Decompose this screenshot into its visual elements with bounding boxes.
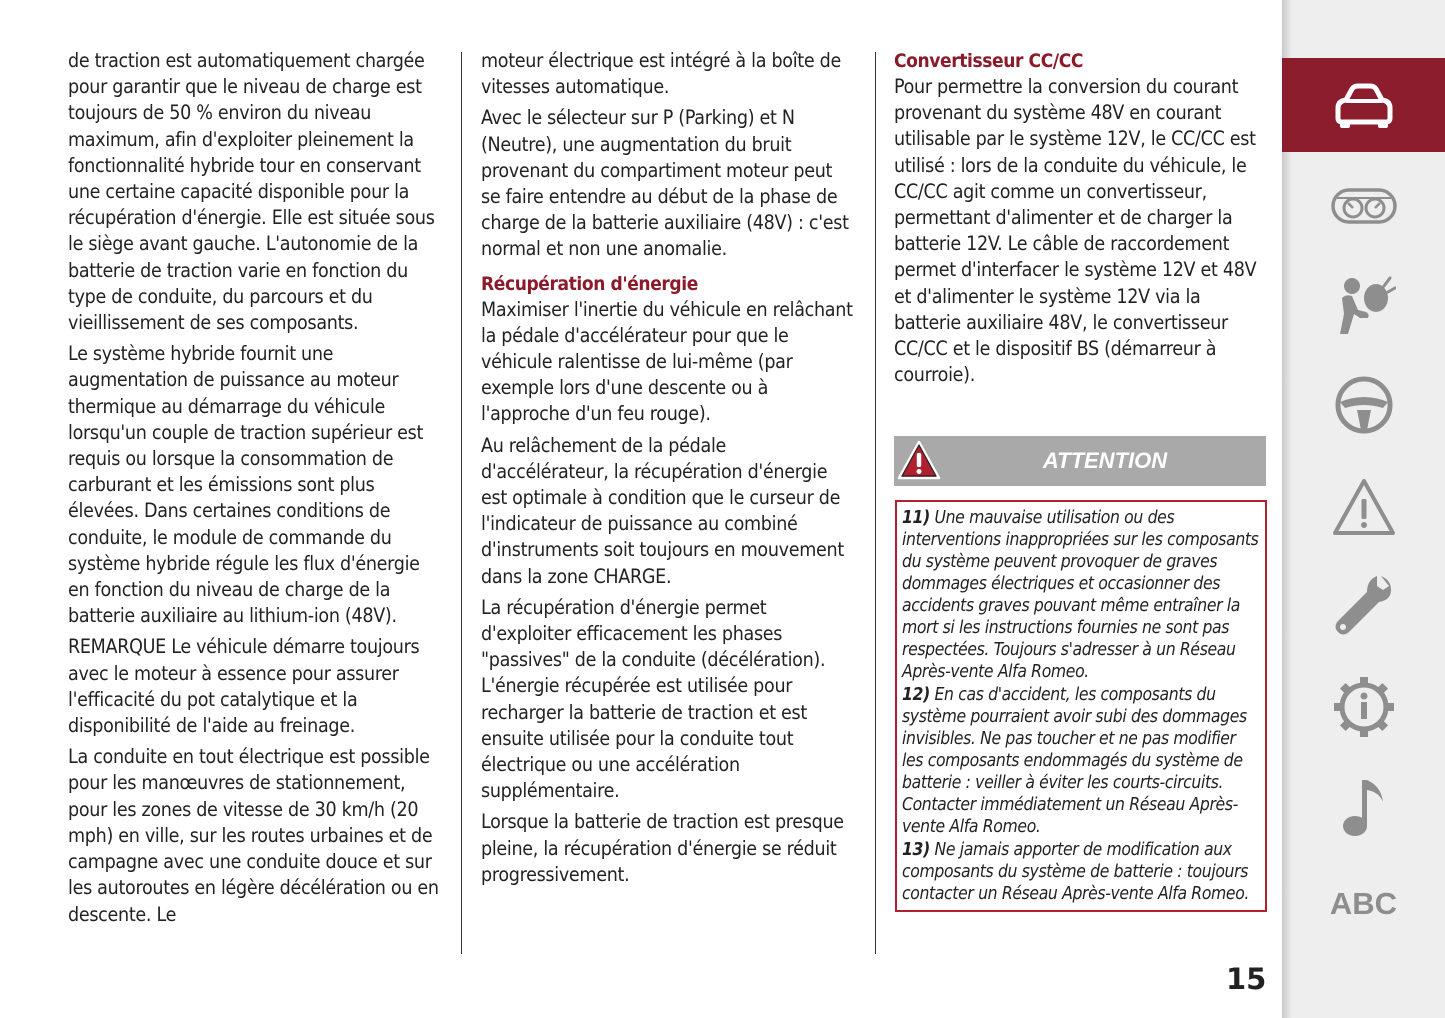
paragraph: La récupération d'énergie permet d'exploiter efficacement les phases "passives" de la conduite (décélération). L'énergie récupérée est utilisée pour recharger la batterie de traction et est ensuite utilisée pour la conduite tout électrique ou une accélération supplémentaire.: [481, 595, 826, 803]
sidebar-item-index[interactable]: ABC: [1329, 886, 1398, 921]
paragraph: Lorsque la batterie de traction est presque pleine, la récupération d'énergie se réduit progressivement.: [481, 810, 844, 886]
page-number: 15: [1226, 962, 1267, 996]
airbag-passenger-icon: [1332, 274, 1396, 336]
music-note-icon: [1339, 776, 1389, 838]
sidebar-item-driving[interactable]: [1282, 370, 1445, 440]
paragraph: moteur électrique est intégré à la boîte de vitesses automatique.: [481, 49, 841, 99]
sidebar-item-emergency[interactable]: [1282, 472, 1445, 542]
sidebar-item-car[interactable]: [1282, 58, 1445, 152]
section-heading-energy-recovery: Récupération d'énergie: [481, 272, 698, 295]
car-icon: [1332, 80, 1396, 130]
sidebar-item-instruments[interactable]: [1282, 174, 1445, 238]
sidebar-item-technical-data[interactable]: [1282, 672, 1445, 742]
attention-label: ATTENTION: [1042, 448, 1168, 473]
warning-number: 12): [902, 685, 930, 705]
warning-number: 13): [902, 840, 930, 860]
warning-item: [902, 684, 1260, 838]
warning-item: [902, 839, 1260, 905]
warning-text: Une mauvaise utilisation ou des interventions inappropriées sur les composants du système peuvent provoquer de graves dommages électriques et occasionner des accidents graves pouvant même entraîner la mort si les instructions fournies ne sont pas respectées. Toujours s'adresser à un Réseau Après-vente Alfa Romeo.: [902, 508, 1259, 682]
paragraph: La conduite en tout électrique est possible pour les manœuvres de stationnement, pour les zones de vitesse de 30 km/h (20 mph) en ville, sur les routes urbaines et de campagne avec une conduite douce et sur les autoroutes en légère décélération ou en descente. Le: [68, 745, 439, 926]
paragraph: Au relâchement de la pédale d'accélérateur, la récupération d'énergie est optimale à condition que le curseur de l'indicateur de puissance au combiné d'instruments soit toujours en mouvement dans la zone CHARGE.: [481, 433, 844, 588]
warning-box: [895, 500, 1267, 912]
sidebar-item-multimedia[interactable]: [1282, 772, 1445, 842]
warning-number: 11): [902, 508, 930, 528]
instrument-cluster-icon: [1331, 186, 1397, 226]
warning-triangle-icon: [894, 436, 944, 486]
warning-item: [902, 507, 1260, 683]
warning-text: En cas d'accident, les composants du système pourraient avoir subi des dommages invisibles. Ne pas toucher et ne pas modifier les composants endommagés du système de batterie : veiller à éviter les courts-circuits. Contacter immédiatement un Réseau Après-vente Alfa Romeo.: [902, 685, 1247, 837]
sidebar-item-maintenance[interactable]: [1282, 570, 1445, 640]
warning-triangle-icon: [1332, 477, 1396, 537]
paragraph: Pour permettre la conversion du courant provenant du système 48V en courant utilisable par le système 12V, le CC/CC est utilisé : lors de la conduite du véhicule, le CC/CC agit comme un convertisseur, permettant d'alimenter et de charger la batterie 12V. Le câble de raccordement permet d'interfacer le système 12V et 48V et d'alimenter le système 12V via la batterie auxiliaire 48V, le convertisseur CC/CC et le dispositif BS (démarreur à courroie).: [894, 75, 1257, 387]
column-divider: [875, 52, 876, 954]
paragraph: Avec le sélecteur sur P (Parking) et N (Neutre), une augmentation du bruit provenant du compartiment moteur peut se faire entendre au début de la phase de charge de la batterie auxiliaire (48V) : c'est normal et non une anomalie.: [481, 106, 849, 261]
gear-info-icon: [1332, 675, 1396, 739]
paragraph: Maximiser l'inertie du véhicule en relâchant la pédale d'accélérateur pour que le véhicule ralentisse de lui-même (par exemple lors d'une descente ou à l'approche d'un feu rouge).: [481, 297, 853, 426]
paragraph: de traction est automatiquement chargée pour garantir que le niveau de charge est toujours de 50 % environ du niveau maximum, afin d'exploiter pleinement la fonctionnalité hybride tour en conservant une certaine capacité disponible pour la récupération d'énergie. Elle est située sous le siège avant gauche. L'autonomie de la batterie de traction varie en fonction du type de conduite, du parcours et du vieillissement de ses composants.: [68, 49, 435, 335]
sidebar-item-safety[interactable]: [1282, 270, 1445, 340]
paragraph: Le système hybride fournit une augmentation de puissance au moteur thermique au démarrage du véhicule lorsqu'un couple de traction supérieur est requis ou lorsque la consommation de carburant et les émissions sont plus élevées. Dans certaines conditions de conduite, le module de commande du système hybride régule les flux d'énergie en fonction du niveau de charge de la batterie auxiliaire au lithium-ion (48V).: [68, 342, 424, 628]
column-divider: [461, 52, 462, 954]
warning-text: Ne jamais apporter de modification aux composants du système de batterie : toujours contacter un Réseau Après-vente Alfa Romeo.: [902, 840, 1250, 904]
text-column-1: [68, 48, 443, 933]
steering-wheel-icon: [1333, 374, 1395, 436]
attention-header: [894, 436, 1266, 486]
text-column-3: [894, 48, 1266, 393]
section-heading-dc-converter: Convertisseur CC/CC: [894, 50, 1083, 72]
paragraph: REMARQUE Le véhicule démarre toujours avec le moteur à essence pour assurer l'efficacité du pot catalytique et la disponibilité de l'aide au freinage.: [68, 635, 420, 738]
text-column-2: [481, 48, 856, 893]
wrench-icon: [1333, 572, 1395, 638]
